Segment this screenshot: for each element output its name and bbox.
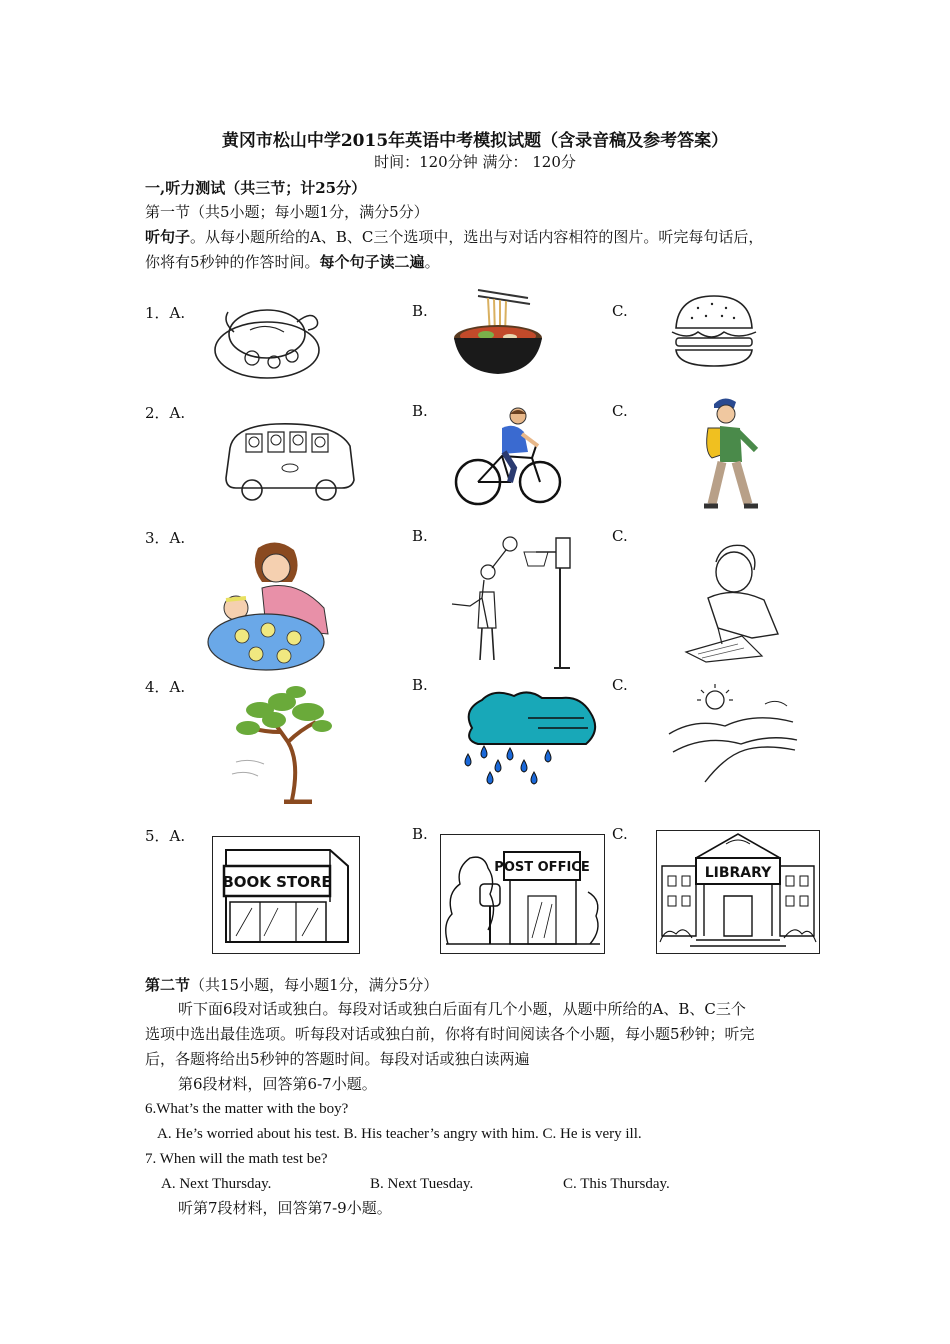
- question-7-option-c: C. This Thursday.: [563, 1176, 670, 1192]
- post-office-icon: [440, 834, 605, 954]
- section2-instruction-3: 后，各题将给出5秒钟的答题时间。每段对话或独白读两遍: [145, 1050, 530, 1068]
- q3-label-c: C.: [612, 527, 628, 545]
- instruction-line-2: [145, 252, 440, 272]
- book-store-icon: [212, 836, 360, 954]
- section2-title: [145, 975, 438, 995]
- walking-student-icon: [690, 392, 775, 514]
- noodle-bowl-icon: [448, 288, 548, 380]
- roast-chicken-icon: [212, 292, 327, 387]
- section2-instruction-1: 听下面6段对话或独白。每段对话或独白后面有几个小题，从题中所给的A、B、C三个: [178, 1000, 746, 1018]
- section2-instruction-2: 选项中选出最佳选项。听每段对话或独白前，你将有时间阅读各个小题，每小题5秒钟；听完: [145, 1025, 755, 1043]
- q2-label-c: C.: [612, 402, 628, 420]
- material-7-intro: 听第7段材料，回答第7-9小题。: [178, 1199, 392, 1217]
- question-6-options: A. He’s worried about his test. B. His teacher’s angry with him. C. He is very ill.: [157, 1126, 642, 1142]
- question-7: 7. When will the math test be?: [145, 1151, 328, 1167]
- q2-label-a: 2．A.: [145, 404, 186, 422]
- instruction-end: 。: [424, 253, 440, 271]
- book-store-sign: BOOK STORE: [222, 873, 332, 891]
- sick-child-icon: [206, 538, 334, 673]
- sunny-hills-icon: [665, 684, 805, 784]
- q2-label-b: B.: [412, 402, 428, 420]
- q3-label-b: B.: [412, 527, 428, 545]
- instruction-text-1: 。从每小题所给的A、B、C三个选项中，选出与对话内容相符的图片。听完每句话后，: [190, 228, 764, 246]
- q1-label-b: B.: [412, 302, 428, 320]
- post-office-sign: POST OFFICE: [494, 860, 590, 875]
- instruction-text-2: 你将有5秒钟的作答时间。: [145, 253, 320, 271]
- page-subtitle: 时间：120分钟 满分： 120分: [374, 153, 576, 171]
- q4-label-a: 4．A.: [145, 678, 186, 696]
- writing-boy-icon: [682, 538, 784, 663]
- library-sign: LIBRARY: [704, 865, 772, 881]
- windy-tree-icon: [230, 682, 342, 804]
- part1-heading: 一,听力测试（共三节；计25分）: [145, 179, 367, 197]
- rain-cloud-icon: [458, 688, 600, 788]
- instruction-bold-1: 听句子: [145, 228, 191, 246]
- school-bus-icon: [216, 418, 361, 510]
- cyclist-icon: [452, 404, 564, 510]
- q1-label-a: 1．A.: [145, 304, 186, 322]
- q3-label-a: 3．A.: [145, 529, 186, 547]
- q4-label-c: C.: [612, 676, 628, 694]
- q4-label-b: B.: [412, 676, 428, 694]
- q5-label-a: 5．A.: [145, 827, 186, 845]
- question-7-option-b: B. Next Tuesday.: [370, 1176, 474, 1192]
- q5-label-c: C.: [612, 825, 628, 843]
- section1-title: 第一节（共5小题；每小题1分，满分5分）: [145, 203, 429, 221]
- q1-label-c: C.: [612, 302, 628, 320]
- library-icon: [656, 830, 820, 954]
- page-title: 黄冈市松山中学2015年英语中考模拟试题（含录音稿及参考答案）: [221, 131, 729, 151]
- section2-title-rest: （共15小题，每小题1分，满分5分）: [190, 976, 439, 994]
- material-6-intro: 第6段材料，回答第6-7小题。: [178, 1075, 377, 1093]
- section2-title-bold: 第二节: [145, 976, 191, 994]
- q5-label-b: B.: [412, 825, 428, 843]
- instruction-line-1: [145, 227, 763, 247]
- question-7-option-a: A. Next Thursday.: [161, 1176, 272, 1192]
- question-6: 6.What’s the matter with the boy?: [145, 1101, 349, 1117]
- basketball-player-icon: [444, 532, 576, 672]
- instruction-bold-2: 每个句子读二遍: [319, 253, 425, 271]
- hamburger-icon: [668, 290, 760, 372]
